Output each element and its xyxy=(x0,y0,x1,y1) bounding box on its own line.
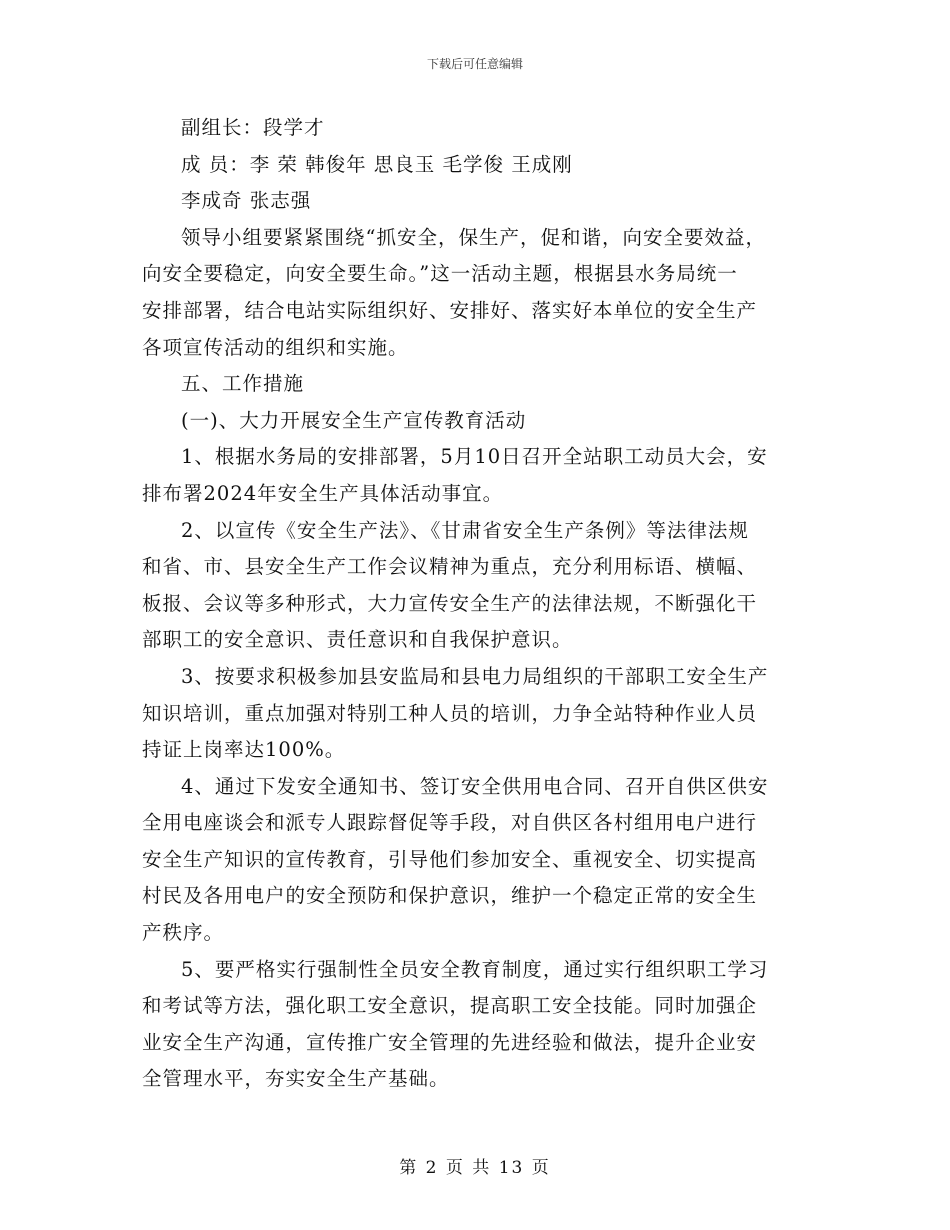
paragraph-line: 和考试等方法，强化职工安全意识，提高职工安全技能。同时加强企 xyxy=(142,994,758,1018)
paragraph-line: 知识培训，重点加强对特别工种人员的培训，力争全站特种作业人员 xyxy=(142,701,758,725)
paragraph-line: 村民及各用电户的安全预防和保护意识，维护一个稳定正常的安全生 xyxy=(142,884,758,908)
paragraph-line: 领导小组要紧紧围绕“抓安全，保生产，促和谐，向安全要效益， xyxy=(181,225,766,249)
subsection-heading-education: (一)、大力开展安全生产宣传教育活动 xyxy=(181,408,527,432)
paragraph-line: 1、根据水务局的安排部署，5月10日召开全站职工动员大会，安 xyxy=(181,445,768,469)
paragraph-item-4 xyxy=(142,769,810,952)
paragraph-line: 3、按要求积极参加县安监局和县电力局组织的干部职工安全生产 xyxy=(181,664,769,688)
paragraph-line: 向安全要稳定，向安全要生命。”这一活动主题，根据县水务局统一 xyxy=(142,262,738,286)
page-number-footer: 第 2 页 共 13 页 xyxy=(399,1158,551,1178)
paragraph-line: 和省、市、县安全生产工作会议精神为重点，充分利用标语、横幅、 xyxy=(142,555,758,579)
paragraph-line: 产秩序。 xyxy=(142,921,225,945)
paragraph-item-3 xyxy=(142,659,810,769)
paragraph-line: 板报、会议等多种形式，大力宣传安全生产的法律法规，不断强化干 xyxy=(142,591,758,615)
page-header-note: 下载后可任意编辑 xyxy=(426,57,523,71)
paragraph-line: 安全生产知识的宣传教育，引导他们参加安全、重视安全、切实提高 xyxy=(142,847,758,871)
paragraph-line: 2、以宣传《安全生产法》、《甘肃省安全生产条例》等法律法规 xyxy=(181,518,749,542)
body-line-deputy-leader: 副组长：段学才 xyxy=(181,116,325,139)
paragraph-line: 全管理水平，夯实安全生产基础。 xyxy=(142,1067,450,1091)
paragraph-item-1 xyxy=(142,439,810,512)
body-line-members-cont: 李成奇 张志强 xyxy=(181,189,312,213)
paragraph-item-5 xyxy=(142,952,810,1098)
paragraph-line: 5、要严格实行强制性全员安全教育制度，通过实行组织职工学习 xyxy=(181,957,769,981)
paragraph-leadership xyxy=(142,220,810,366)
section-heading-measures: 五、工作措施 xyxy=(181,372,305,396)
body-line-members: 成 员：李 荣 韩俊年 思良玉 毛学俊 王成刚 xyxy=(181,152,573,176)
paragraph-line: 全用电座谈会和派专人跟踪督促等手段，对自供区各村组用电户进行 xyxy=(142,811,758,835)
paragraph-item-2 xyxy=(142,513,810,659)
paragraph-line: 安排部署，结合电站实际组织好、安排好、落实好本单位的安全生产 xyxy=(142,298,758,322)
paragraph-line: 业安全生产沟通，宣传推广安全管理的先进经验和做法，提升企业安 xyxy=(142,1030,758,1054)
document-body xyxy=(142,110,810,1098)
paragraph-line: 排布署2024年安全生产具体活动事宜。 xyxy=(142,481,504,505)
paragraph-line: 4、通过下发安全通知书、签订安全供用电合同、召开自供区供安 xyxy=(181,774,769,798)
paragraph-line: 持证上岗率达100%。 xyxy=(142,738,346,762)
paragraph-line: 各项宣传活动的组织和实施。 xyxy=(142,335,409,359)
paragraph-line: 部职工的安全意识、责任意识和自我保护意识。 xyxy=(142,628,573,652)
